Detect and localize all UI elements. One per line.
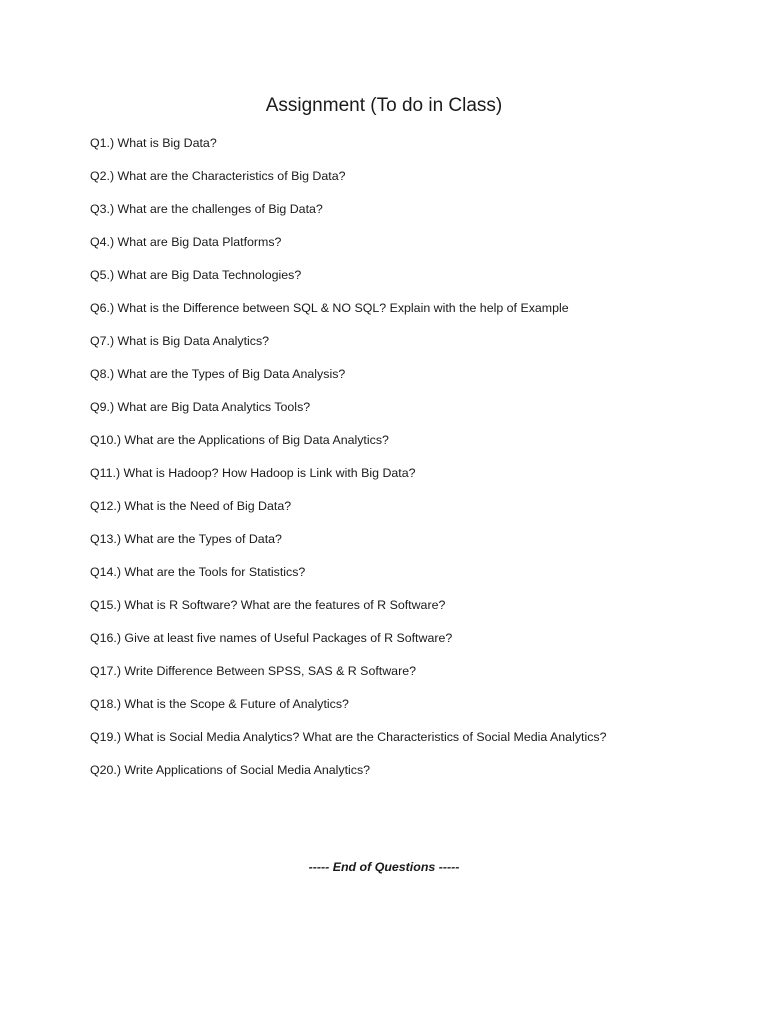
question-item: Q1.) What is Big Data? [90,136,217,150]
end-of-questions-marker: ----- End of Questions ----- [308,860,460,874]
question-list [90,134,607,794]
question-item: Q11.) What is Hadoop? How Hadoop is Link with Big Data? [90,466,416,480]
question-item: Q3.) What are the challenges of Big Data? [90,202,323,216]
question-item: Q5.) What are Big Data Technologies? [90,268,302,282]
question-item: Q12.) What is the Need of Big Data? [90,499,292,513]
question-item: Q7.) What is Big Data Analytics? [90,334,270,348]
question-item: Q17.) Write Difference Between SPSS, SAS & R Software? [90,664,416,678]
question-item: Q16.) Give at least five names of Useful Packages of R Software? [90,631,453,645]
question-item: Q15.) What is R Software? What are the features of R Software? [90,598,446,612]
question-item: Q19.) What is Social Media Analytics? What are the Characteristics of Social Media Analytics? [90,730,607,744]
question-item: Q4.) What are Big Data Platforms? [90,235,282,249]
question-item: Q2.) What are the Characteristics of Big Data? [90,169,346,183]
document-title: Assignment (To do in Class) [265,95,503,116]
question-item: Q18.) What is the Scope & Future of Analytics? [90,697,349,711]
question-item: Q10.) What are the Applications of Big Data Analytics? [90,433,389,447]
question-item: Q8.) What are the Types of Big Data Analysis? [90,367,346,381]
question-item: Q9.) What are Big Data Analytics Tools? [90,400,311,414]
question-item: Q20.) Write Applications of Social Media Analytics? [90,763,371,777]
question-item: Q14.) What are the Tools for Statistics? [90,565,306,579]
question-item: Q6.) What is the Difference between SQL & NO SQL? Explain with the help of Example [90,301,569,315]
question-item: Q13.) What are the Types of Data? [90,532,282,546]
